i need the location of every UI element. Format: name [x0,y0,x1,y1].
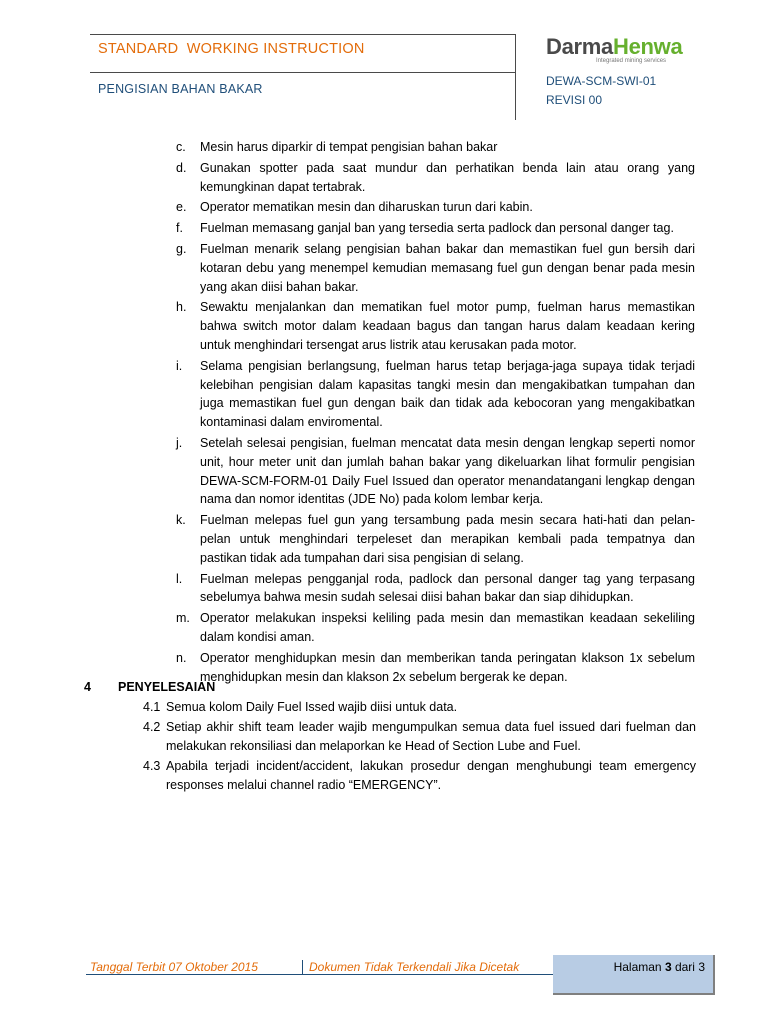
logo-accent: Henwa [612,34,683,59]
header-rule-middle [90,72,515,73]
sub-text: Apabila terjadi incident/accident, lakukan prosedur dengan menghubungi team emergency responses melalui channel radio “EMERGENCY”. [166,759,696,792]
list-item [0,159,768,197]
page-prefix: Halaman [613,960,665,974]
list-marker: f. [176,221,183,236]
list-marker: i. [176,358,183,373]
list-marker: j. [176,435,183,450]
list-item [0,198,768,217]
page-total: 3 [698,960,705,974]
list-text: Fuelman melepas pengganjal roda, padlock dan personal danger tag yang terpasang sebelumya bahwa mesin sudah selesai diisi bahan bakar dan siap dihidupkan. [200,571,695,605]
footer-issue-date: Tanggal Terbit 07 Oktober 2015 [90,960,258,974]
list-item [0,649,768,687]
header-rule-top [90,34,516,35]
list-text: Fuelman melepas fuel gun yang tersambung pada mesin secara hati-hati dan pelan-pelan untuk menghindari terpeleset dan merapikan kembali pada tempatnya dan pastikan tidak ada tumpahan dari sisa pengisian di selang. [200,513,695,565]
list-text: Gunakan spotter pada saat mundur dan perhatikan benda lain atau orang yang kemungkinan dapat tertabrak. [200,160,695,194]
list-item [0,570,768,608]
sub-item [0,757,768,795]
list-text: Sewaktu menjalankan dan mematikan fuel motor pump, fuelman harus memastikan bahwa switch motor dalam keadaan bagus dan tangan harus dalam keadaan kering untuk menghindari tersengat arus listrik atau kerusakan pada motor. [200,300,695,352]
document-subtitle: PENGISIAN BAHAN BAKAR [98,82,263,96]
sub-item [0,718,768,756]
list-marker: k. [176,513,186,528]
footer-page-box [553,955,715,995]
procedure-list [0,138,768,688]
sub-text: Semua kolom Daily Fuel Issed wajib diisi untuk data. [166,700,458,714]
list-text: Fuelman menarik selang pengisian bahan bakar dan memastikan fuel gun bersih dari kotaran debu yang menempel kemudian memasang fuel gun dengan benar pada mesin yang akan diisi bahan bakar. [200,241,695,294]
company-logo [546,36,696,66]
section-number: 4 [84,680,91,694]
logo-tagline: Integrated mining services [596,58,667,64]
list-marker: n. [176,650,187,665]
list-text: Operator mematikan mesin dan diharuskan turun dari kabin. [200,200,533,215]
list-item [0,357,768,432]
list-marker: c. [176,140,186,154]
sub-text: Setiap akhir shift team leader wajib mengumpulkan semua data fuel issued dari fuelman dan melakukan rekonsiliasi dan melaporkan ke Head of Section Lube and Fuel. [166,720,696,753]
list-text: Operator menghidupkan mesin dan memberikan tanda peringatan klakson 1x sebelum menghidupkan mesin dan klakson 2x sebelum bergerak ke depan. [200,650,695,684]
list-item [0,240,768,296]
sub-marker: 4.3 [143,759,161,773]
list-text: Fuelman memasang ganjal ban yang tersedia serta padlock dan personal danger tag. [200,221,674,236]
list-item [0,609,768,647]
page-current: 3 [664,960,672,974]
list-marker: h. [176,300,187,315]
sub-marker: 4.1 [143,700,161,714]
header-rule-divider [515,34,516,120]
list-marker: d. [176,160,187,175]
document-code: DEWA-SCM-SWI-01 [546,74,657,88]
list-text: Selama pengisian berlangsung, fuelman harus tetap berjaga-jaga supaya tidak terjadi kelebihan pengisian dalam kapasitas tangki mesin dan mengakibatkan tumpahan dan juga memastikan fuel gun dengan baik dan tidak ada kebocoran yang mengakibatkan kontaminasi dalam enviromental. [200,358,695,430]
list-text: Setelah selesai pengisian, fuelman mencatat data mesin dengan lengkap seperti nomor unit, hour meter unit dan jumlah bahan bakar yang dikeluarkan lihat formulir pengisian DEWA-SCM-FORM-01 Daily Fuel Issued dan operator menandatangani lengkap dengan nama dan nomor identitas (JDE No) pada kolom lembar kerja. [200,435,695,507]
page-middle: dari [671,960,699,974]
list-item [0,298,768,354]
section-sublist [0,698,768,796]
list-marker: g. [176,241,187,256]
footer-rule [86,974,554,975]
list-marker: l. [176,571,183,586]
list-item [0,434,768,509]
document-title: STANDARD WORKING INSTRUCTION [98,41,365,57]
footer-divider [302,960,303,975]
sub-item [0,698,768,717]
footer-uncontrolled-note: Dokumen Tidak Terkendali Jika Dicetak [309,960,520,974]
list-marker: m. [176,611,190,626]
logo-primary: Darma [546,34,613,59]
list-item [0,138,768,157]
document-revision: REVISI 00 [546,93,603,107]
page-indicator [614,960,705,974]
list-item [0,511,768,567]
list-item [0,219,768,238]
section-heading: PENYELESAIAN [118,680,216,694]
list-text: Mesin harus diparkir di tempat pengisian bahan bakar [200,140,498,154]
list-marker: e. [176,200,187,215]
list-text: Operator melakukan inspeksi keliling pada mesin dan memastikan keadaan sekeliling dalam kondisi aman. [200,611,695,644]
sub-marker: 4.2 [143,720,161,734]
